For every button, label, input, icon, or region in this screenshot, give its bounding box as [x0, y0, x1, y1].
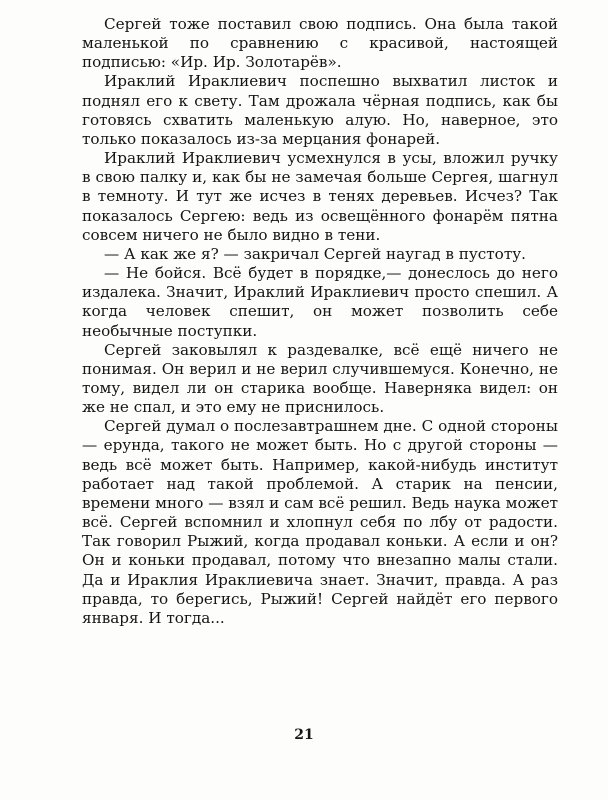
paragraph: Ираклий Ираклиевич поспешно выхватил листок и поднял его к свету. Там дрожала чёрная подпись, как бы готовясь схватить маленькую алую. Но, наверное, это только показалось из-за мерцания фонарей.	[82, 72, 558, 148]
paragraph: Ираклий Ираклиевич усмехнулся в усы, вложил ручку в свою палку и, как бы не замечая больше Сергея, шагнул в темноту. И тут же исчез в тенях деревьев. Исчез? Так показалось Сергею: ведь из освещённого фонарём пятна совсем ничего не было видно в тени.	[82, 149, 558, 244]
paragraph: Сергей заковылял к раздевалке, всё ещё ничего не понимая. Он верил и не верил случившемуся. Конечно, не тому, видел ли он старика вообще. Наверняка видел: он же не спал, и это ему не приснилось.	[82, 340, 558, 417]
paragraph: Сергей тоже поставил свою подпись. Она была такой маленькой по сравнению с красивой, настоящей подписью: «Ир. Ир. Золотарёв».	[82, 15, 558, 72]
page-number: 21	[294, 727, 314, 743]
paragraph: Сергей думал о послезавтрашнем дне. С одной стороны — ерунда, такого не может быть. Но с другой стороны — ведь всё может быть. Например, какой-нибудь институт работает над такой проблемой. А старик на пенсии, времени много — взял и сам всё решил. Ведь наука может всё. Сергей вспомнил и хлопнул себя по лбу от радости. Так говорил Рыжий, когда продавал коньки. А если и он? Он и коньки продавал, потому что внезапно малы стали. Да и Ираклия Ираклиевича знает. Значит, правда. А раз правда, то берегись, Рыжий! Сергей найдёт его первого января. И тогда...	[82, 417, 558, 627]
dialogue-line: — Не бойся. Всё будет в порядке,— донеслось до него издалека. Значит, Ираклий Ираклиевич просто спешил. А когда человек спешит, он может позволить себе необычные поступки.	[82, 264, 558, 340]
dialogue-line: — А как же я? — закричал Сергей наугад в пустоту.	[104, 244, 526, 263]
body-text	[82, 15, 558, 628]
